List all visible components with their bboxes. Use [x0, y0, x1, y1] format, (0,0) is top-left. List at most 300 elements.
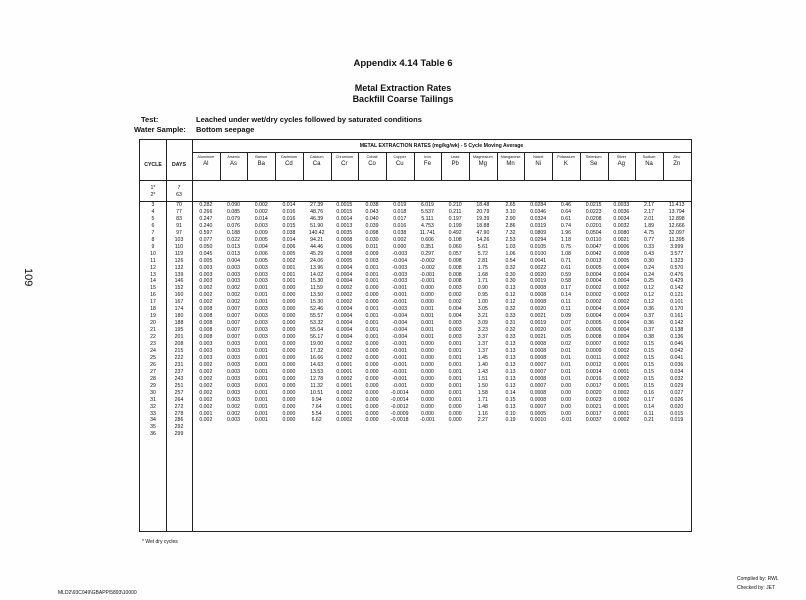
value-cell: 0.0504: [585, 229, 602, 236]
value-cell: 0.38: [643, 334, 655, 341]
value-cell: 0.002: [227, 410, 241, 417]
value-cell: 55.57: [310, 313, 324, 320]
value-cell: 0.000: [420, 354, 434, 361]
metal-symbol-header: Co: [368, 161, 376, 167]
footnote: * Wet dry cycles: [142, 539, 178, 545]
value-cell: 0.001: [420, 306, 434, 313]
value-cell: -0.004: [392, 313, 408, 320]
value-cell: 0.0008: [530, 389, 547, 396]
value-cell: 0.003: [227, 264, 241, 271]
value-cell: 0.0015: [336, 208, 353, 215]
value-cell: 0.0001: [613, 361, 630, 368]
value-cell: 0.0004: [585, 278, 602, 285]
value-cell: 0.0005: [585, 320, 602, 327]
value-cell: 0.13: [505, 361, 516, 368]
value-cell: 0.13: [505, 368, 516, 375]
value-cell: 0.12: [505, 292, 516, 299]
metal-name-header: Cobalt: [366, 155, 378, 159]
value-cell: 0.008: [199, 334, 213, 341]
value-cell: 0.00: [560, 403, 571, 410]
value-cell: 1.18: [560, 236, 571, 243]
value-cell: 0.000: [282, 410, 296, 417]
cycle-cell: 5: [151, 215, 155, 222]
value-cell: 0.002: [199, 299, 213, 306]
value-cell: 0.01: [560, 368, 571, 375]
value-cell: 0.002: [254, 208, 268, 215]
value-cell: 0.003: [199, 278, 213, 285]
value-cell: 0.003: [365, 257, 379, 264]
value-cell: 7.64: [311, 403, 322, 410]
value-cell: 0.0019: [530, 278, 547, 285]
value-cell: 0.003: [254, 320, 268, 327]
metal-symbol-header: Na: [645, 161, 653, 167]
value-cell: 0.001: [420, 320, 434, 327]
value-cell: 1.75: [477, 264, 488, 271]
value-cell: 0.040: [365, 215, 379, 222]
value-cell: 0.009: [254, 229, 268, 236]
metal-symbol-header: Ni: [535, 161, 542, 167]
value-cell: 3.05: [477, 306, 488, 313]
metal-name-header: Iron: [424, 155, 431, 159]
value-cell: 0.001: [420, 334, 434, 341]
value-cell: 0.15: [643, 375, 655, 382]
value-cell: 10.51: [310, 389, 324, 396]
value-cell: 0.0020: [530, 327, 547, 334]
value-cell: 0.041: [670, 354, 684, 361]
value-cell: 0.003: [448, 320, 462, 327]
cycle-cell: 35: [150, 424, 156, 431]
value-cell: 15.30: [310, 278, 324, 285]
value-cell: 0.000: [282, 368, 296, 375]
value-cell: 0.32: [505, 264, 516, 271]
value-cell: 3.09: [477, 320, 488, 327]
value-cell: 0.038: [282, 229, 296, 236]
value-cell: 0.000: [448, 403, 462, 410]
value-cell: -0.004: [392, 334, 408, 341]
value-cell: 14.26: [476, 236, 490, 243]
value-cell: 0.001: [254, 285, 268, 292]
value-cell: 0.74: [560, 222, 571, 229]
value-cell: -0.004: [392, 327, 408, 334]
value-cell: 0.07: [560, 320, 571, 327]
value-cell: 0.003: [254, 334, 268, 341]
value-cell: 0.002: [254, 202, 268, 208]
days-cell: 251: [174, 382, 184, 389]
cycle-cell: 34: [150, 417, 156, 424]
value-cell: 0.197: [448, 215, 462, 222]
value-cell: 0.0001: [613, 368, 630, 375]
value-cell: 0.0002: [613, 292, 630, 299]
value-cell: -0.002: [420, 257, 435, 264]
value-cell: 32.097: [668, 229, 685, 236]
value-cell: 0.0013: [336, 222, 353, 229]
value-cell: 0.17: [643, 396, 655, 403]
metal-name-header: Chromium: [335, 155, 354, 159]
value-cell: 0.71: [560, 257, 571, 264]
value-cell: 0.000: [282, 389, 296, 396]
value-cell: -0.001: [392, 347, 408, 354]
value-cell: 1.68: [477, 271, 488, 278]
days-cell: 167: [174, 299, 184, 306]
cycle-cell: 18: [150, 306, 156, 313]
cycle-header: CYCLE: [144, 162, 162, 168]
value-cell: -0.002: [420, 264, 435, 271]
value-cell: 0.000: [365, 285, 379, 292]
metal-name-header: Nickel: [533, 155, 544, 159]
value-cell: -0.001: [420, 417, 435, 424]
value-cell: 0.001: [254, 389, 268, 396]
value-cell: 1.58: [477, 389, 488, 396]
metal-name-header: Potassium: [557, 155, 575, 159]
days-cell: 215: [174, 347, 184, 354]
value-cell: 0.022: [227, 236, 241, 243]
value-cell: 0.30: [505, 271, 516, 278]
value-cell: 0.0004: [336, 334, 353, 341]
value-cell: 2.27: [477, 417, 488, 424]
value-cell: 0.0001: [613, 403, 630, 410]
cycle-cell: 12: [150, 264, 156, 271]
value-cell: 0.001: [254, 292, 268, 299]
value-cell: 0.000: [420, 292, 434, 299]
page-number: 109: [22, 268, 34, 287]
value-cell: 0.0002: [585, 285, 602, 292]
checked-by: Checked by: JET: [737, 585, 776, 591]
metal-extraction-table: [139, 139, 692, 532]
value-cell: 0.16: [643, 389, 655, 396]
value-cell: -0.001: [392, 299, 408, 306]
value-cell: 0.000: [365, 396, 379, 403]
value-cell: 0.0006: [585, 327, 602, 334]
days-cell: 188: [174, 320, 184, 327]
value-cell: 0.492: [448, 229, 462, 236]
value-cell: 0.002: [448, 299, 462, 306]
value-cell: 0.003: [227, 361, 241, 368]
value-cell: 45.29: [310, 250, 324, 257]
value-cell: 0.54: [505, 257, 516, 264]
value-cell: 0.008: [448, 264, 462, 271]
value-cell: 0.000: [420, 382, 434, 389]
value-cell: 0.002: [199, 417, 213, 424]
value-cell: 0.000: [365, 299, 379, 306]
value-cell: 0.0004: [613, 320, 630, 327]
value-cell: 0.001: [365, 334, 379, 341]
value-cell: 0.11: [561, 299, 571, 306]
value-cell: 0.0004: [613, 264, 630, 271]
value-cell: -0.003: [392, 271, 408, 278]
value-cell: 0.142: [670, 285, 684, 292]
value-cell: 7.32: [505, 229, 516, 236]
cycle-cell: 7: [151, 229, 155, 236]
value-cell: -0.003: [392, 264, 408, 271]
value-cell: 0.002: [199, 292, 213, 299]
value-cell: 0.0002: [336, 341, 353, 347]
value-cell: 0.032: [670, 375, 684, 382]
value-cell: 0.001: [254, 354, 268, 361]
value-cell: 0.0002: [613, 341, 630, 347]
value-cell: 0.0008: [336, 250, 353, 257]
value-cell: 0.000: [365, 403, 379, 410]
value-cell: 0.0002: [336, 299, 353, 306]
value-cell: 0.003: [227, 354, 241, 361]
value-cell: 2.86: [505, 222, 516, 229]
cycle-cell: 1*: [150, 185, 156, 191]
cycle-cell: 4: [151, 208, 155, 215]
value-cell: 0.606: [420, 236, 434, 243]
value-cell: 0.00: [560, 389, 571, 396]
value-cell: 0.0009: [585, 347, 602, 354]
row-divider: [192, 152, 691, 153]
value-cell: 0.003: [227, 347, 241, 354]
value-cell: 0.018: [393, 208, 407, 215]
value-cell: 0.077: [199, 236, 213, 243]
value-cell: 0.000: [365, 417, 379, 424]
value-cell: 0.0021: [530, 334, 547, 341]
value-cell: 0.14: [560, 292, 571, 299]
value-cell: 0.001: [254, 368, 268, 375]
value-cell: 0.000: [420, 389, 434, 396]
value-cell: 0.00: [560, 396, 571, 403]
value-cell: 0.0080: [613, 229, 630, 236]
value-cell: 0.000: [365, 292, 379, 299]
value-cell: 0.0005: [336, 257, 353, 264]
value-cell: 0.090: [227, 202, 241, 208]
value-cell: 1.45: [477, 354, 488, 361]
days-cell: 83: [176, 215, 182, 222]
value-cell: 0.0014: [336, 215, 353, 222]
value-cell: 0.0201: [585, 222, 602, 229]
value-cell: 0.266: [199, 208, 213, 215]
value-cell: 0.0034: [613, 215, 630, 222]
cycle-cell: 16: [150, 292, 156, 299]
value-cell: 56.17: [310, 334, 324, 341]
value-cell: 0.31: [505, 320, 516, 327]
value-cell: 0.003: [227, 368, 241, 375]
value-cell: 1.48: [477, 403, 488, 410]
value-cell: 0.0014: [585, 368, 602, 375]
value-cell: 0.15: [643, 347, 655, 354]
days-cell: 264: [174, 396, 184, 403]
metal-symbol-header: Pb: [451, 161, 459, 167]
value-cell: 0.0002: [336, 285, 353, 292]
days-cell: 119: [174, 250, 184, 257]
value-cell: 0.10: [505, 410, 516, 417]
value-cell: 0.15: [643, 354, 655, 361]
value-cell: 3.10: [505, 208, 516, 215]
value-cell: 0.002: [448, 292, 462, 299]
value-cell: 27.39: [310, 202, 324, 208]
appendix-title: Appendix 4.14 Table 6: [353, 58, 453, 69]
value-cell: 0.000: [282, 396, 296, 403]
value-cell: 0.0013: [585, 257, 602, 264]
value-cell: 0.0004: [336, 264, 353, 271]
value-cell: 0.570: [670, 264, 684, 271]
metal-symbol-header: Ag: [617, 161, 626, 167]
cycle-cell: 10: [150, 250, 156, 257]
value-cell: 11.741: [419, 229, 436, 236]
value-cell: 0.001: [448, 361, 462, 368]
value-cell: 0.003: [254, 222, 268, 229]
value-cell: 0.17: [560, 285, 571, 292]
value-cell: 0.004: [448, 313, 462, 320]
value-cell: 0.90: [477, 285, 488, 292]
value-cell: 0.007: [227, 306, 241, 313]
value-cell: -0.003: [392, 250, 408, 257]
value-cell: 0.36: [643, 320, 655, 327]
metal-symbol-header: Al: [203, 161, 209, 167]
value-cell: 0.002: [393, 236, 407, 243]
value-cell: 1.89: [643, 222, 655, 229]
value-cell: 0.001: [365, 278, 379, 285]
value-cell: 0.0100: [530, 250, 547, 257]
value-cell: 0.0004: [613, 278, 630, 285]
value-cell: 0.0020: [530, 271, 547, 278]
value-cell: 0.12: [643, 292, 655, 299]
value-cell: -0.0009: [390, 410, 409, 417]
days-cell: 160: [174, 292, 184, 299]
value-cell: 0.0002: [613, 285, 630, 292]
value-cell: 0.30: [505, 278, 516, 285]
days-cell: 132: [174, 264, 184, 271]
value-cell: 0.0110: [585, 236, 602, 243]
value-cell: 0.0001: [336, 403, 353, 410]
value-cell: 0.019: [393, 202, 407, 208]
value-cell: 52.46: [310, 306, 324, 313]
value-cell: 0.034: [670, 368, 684, 375]
value-cell: 0.188: [227, 229, 241, 236]
value-cell: 0.33: [505, 334, 516, 341]
value-cell: -0.01: [560, 417, 572, 424]
value-cell: 0.001: [420, 327, 434, 334]
value-cell: 3.23: [477, 327, 488, 334]
metal-symbol-header: Zn: [673, 161, 681, 167]
value-cell: 0.0011: [585, 354, 602, 361]
value-cell: 0.0032: [613, 222, 630, 229]
value-cell: 0.0004: [336, 313, 353, 320]
value-cell: 0.0002: [336, 347, 353, 354]
value-cell: 0.142: [670, 320, 684, 327]
value-cell: 0.001: [254, 361, 268, 368]
metal-name-header: Barium: [255, 155, 268, 159]
value-cell: 0.013: [227, 243, 241, 250]
metal-name-header: Cadmium: [280, 155, 298, 159]
value-cell: 0.0002: [585, 299, 602, 306]
value-cell: 0.008: [448, 271, 462, 278]
metal-name-header: Magnesium: [473, 155, 493, 159]
value-cell: 0.000: [365, 375, 379, 382]
value-cell: 0.001: [254, 299, 268, 306]
value-cell: 0.0008: [530, 299, 547, 306]
value-cell: 0.0008: [613, 250, 630, 257]
compiled-by: Compiled by: RWL: [737, 576, 779, 582]
value-cell: 0.0002: [613, 347, 630, 354]
value-cell: 0.001: [365, 271, 379, 278]
value-cell: 18.88: [476, 222, 490, 229]
value-cell: 0.039: [365, 222, 379, 229]
value-cell: 0.0002: [613, 389, 630, 396]
value-cell: 0.58: [560, 278, 571, 285]
value-cell: 0.003: [448, 327, 462, 334]
value-cell: 1.71: [477, 278, 488, 285]
value-cell: 0.000: [282, 347, 296, 354]
value-cell: 0.000: [365, 361, 379, 368]
value-cell: 0.027: [670, 389, 684, 396]
value-cell: 0.0036: [613, 208, 630, 215]
value-cell: 0.13: [505, 375, 516, 382]
value-cell: 0.004: [227, 257, 241, 264]
value-cell: -0.001: [392, 285, 408, 292]
cycle-cell: 3: [151, 202, 155, 208]
value-cell: 0.13: [505, 347, 516, 354]
value-cell: 0.003: [448, 285, 462, 292]
value-cell: 0.0002: [336, 417, 353, 424]
metal-name-header: Sodium: [642, 155, 656, 159]
value-cell: 46.39: [310, 215, 324, 222]
value-cell: 0.003: [199, 354, 213, 361]
value-cell: 0.0015: [336, 202, 353, 208]
value-cell: -0.001: [392, 292, 408, 299]
value-cell: 0.77: [643, 236, 655, 243]
value-cell: 47.90: [476, 229, 490, 236]
value-cell: 0.002: [199, 389, 213, 396]
value-cell: 0.11: [561, 306, 571, 313]
value-cell: 0.0004: [585, 313, 602, 320]
value-cell: 0.0008: [530, 285, 547, 292]
value-cell: 1.51: [477, 375, 488, 382]
value-cell: 19.00: [310, 341, 324, 347]
value-cell: 0.06: [560, 327, 571, 334]
value-cell: 0.0006: [613, 243, 630, 250]
metal-symbol-header: K: [563, 161, 568, 167]
value-cell: 0.000: [420, 341, 434, 347]
value-cell: 0.002: [199, 375, 213, 382]
value-cell: 5.111: [421, 215, 434, 222]
value-cell: 0.001: [448, 389, 462, 396]
days-cell: 174: [174, 306, 184, 313]
value-cell: 0.11: [644, 410, 654, 417]
value-cell: 0.002: [199, 285, 213, 292]
metal-name-header: Calcium: [309, 155, 324, 159]
value-cell: 0.597: [199, 229, 213, 236]
cycle-cell: 6: [151, 222, 155, 229]
value-cell: 0.15: [643, 341, 655, 347]
days-cell: 237: [174, 368, 184, 375]
value-cell: 0.001: [448, 347, 462, 354]
value-cell: 0.138: [670, 327, 684, 334]
cycle-cell: 24: [150, 347, 156, 354]
value-cell: 0.0021: [530, 313, 547, 320]
days-cell: 299: [174, 431, 184, 438]
value-cell: 0.003: [254, 327, 268, 334]
metal-name-header: Lead: [450, 155, 460, 159]
value-cell: 0.000: [282, 361, 296, 368]
days-cell: 77: [176, 208, 182, 215]
value-cell: 1.03: [505, 243, 516, 250]
value-cell: 3.577: [670, 250, 684, 257]
value-cell: 0.351: [420, 243, 434, 250]
value-cell: 0.0002: [336, 396, 353, 403]
cycle-cell: 8: [151, 236, 155, 243]
value-cell: 0.19: [505, 417, 516, 424]
value-cell: 0.12: [643, 299, 655, 306]
value-cell: 0.003: [227, 271, 241, 278]
value-cell: 0.002: [227, 292, 241, 299]
value-cell: 0.297: [420, 250, 434, 257]
value-cell: 11.395: [668, 236, 685, 243]
value-cell: 0.008: [199, 320, 213, 327]
value-cell: 0.003: [227, 417, 241, 424]
cycle-cell: 23: [150, 341, 156, 347]
metal-symbol-header: Mg: [478, 161, 488, 167]
